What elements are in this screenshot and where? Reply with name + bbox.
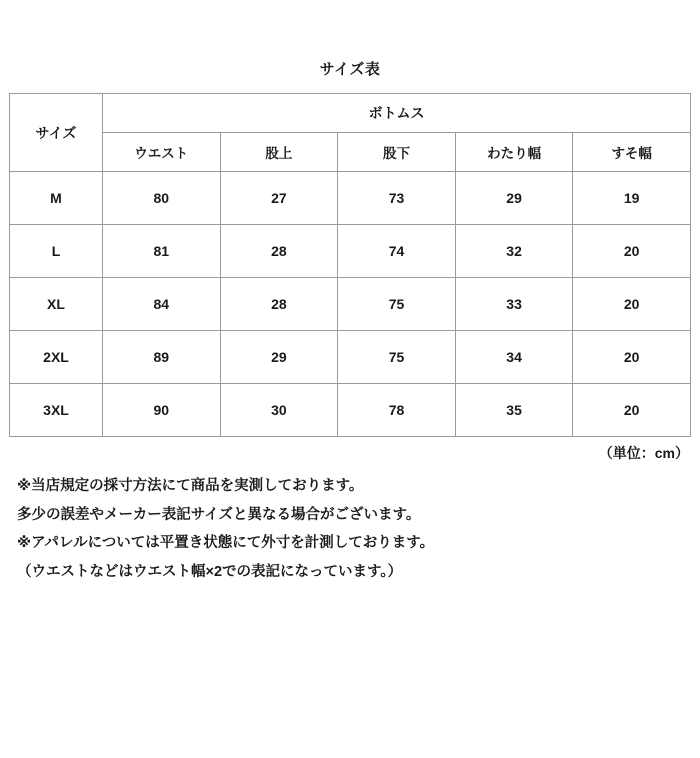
unit-note: （単位：cm）: [598, 445, 689, 461]
cell-l-rise: 28: [220, 225, 338, 278]
cell-m-hem: 19: [573, 172, 691, 225]
cell-2xl-rise: 29: [220, 331, 338, 384]
cell-xl-thigh: 33: [455, 278, 573, 331]
cell-3xl-hem: 20: [573, 384, 691, 437]
cell-xl-hem: 20: [573, 278, 691, 331]
table-header-inseam: 股下: [338, 133, 456, 172]
cell-2xl-waist: 89: [103, 331, 221, 384]
cell-xl-rise: 28: [220, 278, 338, 331]
note-line-4: （ウエストなどはウエスト幅×2での表記になっています。）: [17, 563, 403, 580]
notes-section: [9, 477, 691, 582]
table-header-waist: ウエスト: [103, 133, 221, 172]
note-line-3: ※アパレルについては平置き状態にて外寸を計測しております。: [17, 535, 435, 552]
cell-2xl-inseam: 75: [338, 331, 456, 384]
table-row: [10, 172, 691, 225]
cell-l-hem: 20: [573, 225, 691, 278]
table-row: [10, 331, 691, 384]
cell-3xl-inseam: 78: [338, 384, 456, 437]
note-line-1: ※当店規定の採寸方法にて商品を実測しております。: [17, 478, 364, 494]
row-label-2xl: 2XL: [10, 331, 103, 384]
row-label-m: M: [10, 172, 103, 225]
cell-3xl-waist: 90: [103, 384, 221, 437]
row-label-xl: XL: [10, 278, 103, 331]
cell-xl-waist: 84: [103, 278, 221, 331]
cell-m-rise: 27: [220, 172, 338, 225]
cell-l-inseam: 74: [338, 225, 456, 278]
page-title: サイズ表: [319, 61, 381, 78]
table-header-size: サイズ: [10, 94, 103, 172]
table-header-hem-width: すそ幅: [573, 133, 691, 172]
table-header-row-columns: [10, 133, 691, 172]
cell-3xl-thigh: 35: [455, 384, 573, 437]
cell-2xl-hem: 20: [573, 331, 691, 384]
table-row: [10, 225, 691, 278]
table-row: [10, 384, 691, 437]
cell-3xl-rise: 30: [220, 384, 338, 437]
size-chart-page: [0, 58, 700, 758]
row-label-3xl: 3XL: [10, 384, 103, 437]
cell-l-thigh: 32: [455, 225, 573, 278]
size-table: [9, 93, 691, 437]
note-line-2: 多少の誤差やメーカー表記サイズと異なる場合がございます。: [17, 506, 421, 523]
cell-m-inseam: 73: [338, 172, 456, 225]
table-header-rise: 股上: [220, 133, 338, 172]
table-header-row-group: [10, 94, 691, 133]
cell-xl-inseam: 75: [338, 278, 456, 331]
cell-m-waist: 80: [103, 172, 221, 225]
cell-2xl-thigh: 34: [455, 331, 573, 384]
cell-m-thigh: 29: [455, 172, 573, 225]
table-header-thigh-width: わたり幅: [455, 133, 573, 172]
table-row: [10, 278, 691, 331]
table-header-bottoms: ボトムス: [103, 94, 691, 133]
row-label-l: L: [10, 225, 103, 278]
cell-l-waist: 81: [103, 225, 221, 278]
